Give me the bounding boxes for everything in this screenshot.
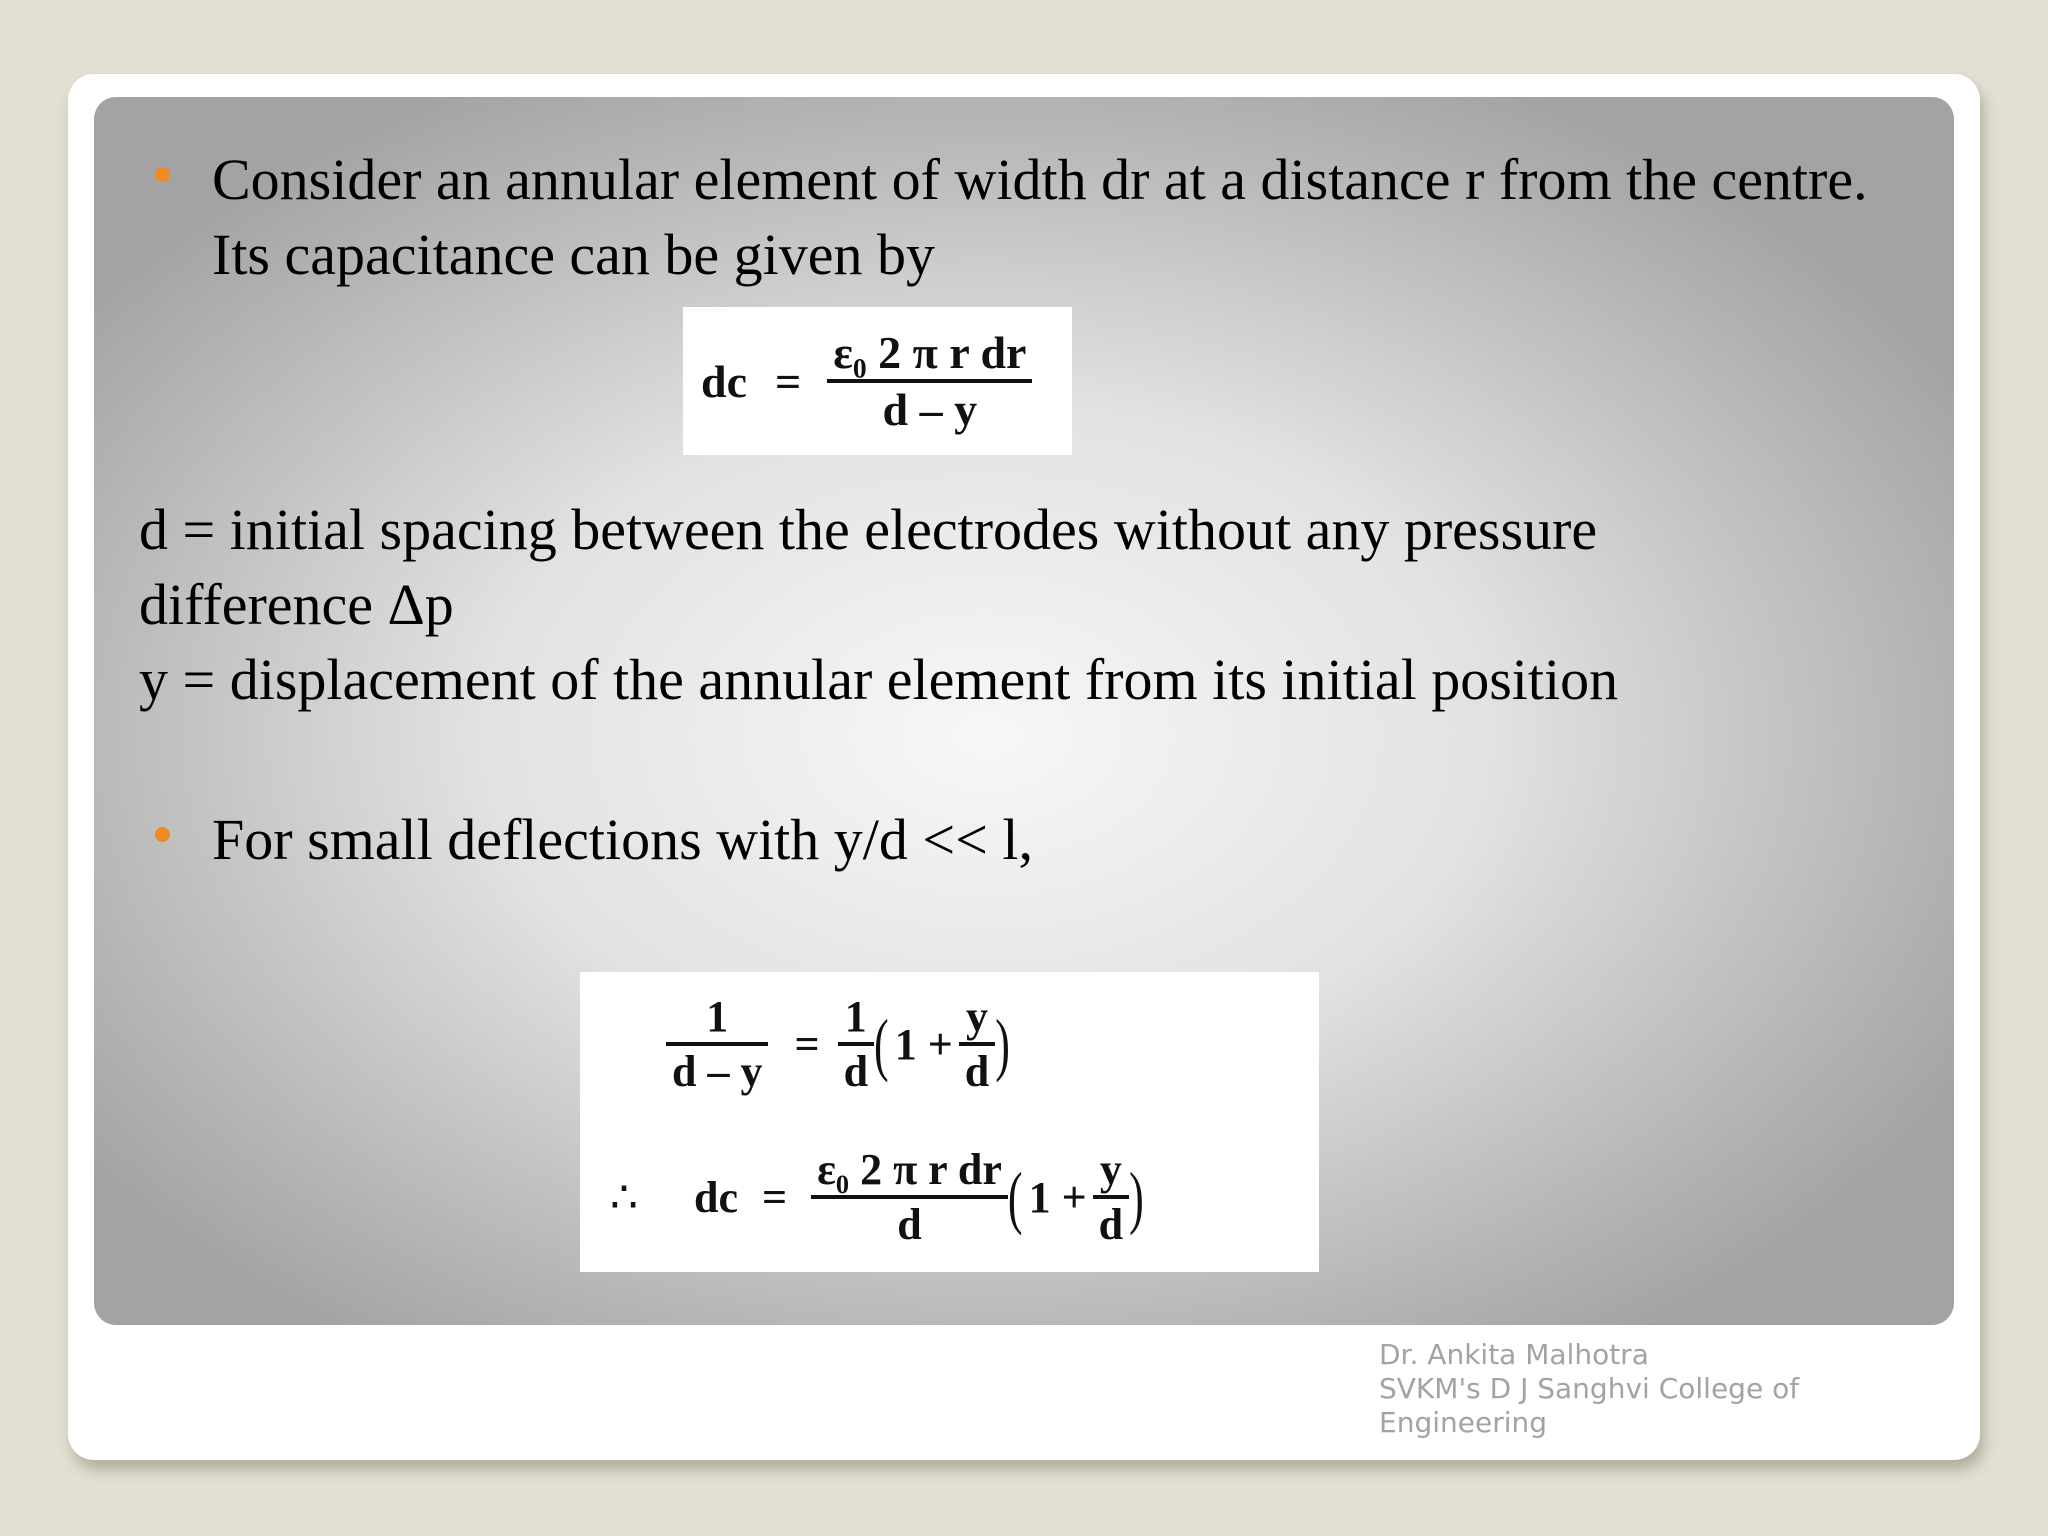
bullet-dot-icon <box>155 167 170 182</box>
eq2-d-1: d <box>964 1047 990 1096</box>
eq2-paren-open-1: ( <box>874 1004 889 1084</box>
eq2-line1 <box>666 984 1010 1104</box>
definition-d: d = initial spacing between the electrodes without any pressure difference Δp <box>139 497 1598 637</box>
eq2-line2 <box>610 1132 1144 1262</box>
footer-credit <box>1379 1338 1899 1440</box>
bullet-item-1 <box>155 142 1915 292</box>
footer-author: Dr. Ankita Malhotra <box>1379 1338 1649 1371</box>
eq2-coef-num: 1 <box>844 992 867 1041</box>
eq2-d-2: d <box>1098 1200 1124 1249</box>
therefore-symbol: ∴ <box>610 1172 638 1222</box>
eq2-lhs-num: 1 <box>706 992 729 1041</box>
equation-image-2 <box>580 972 1319 1272</box>
equation-image-1 <box>683 307 1072 455</box>
bullet-text-1: Consider an annular element of width dr at a distance r from the centre. Its capacitance can be given by <box>212 147 1868 287</box>
eq2-paren-close-1: ) <box>995 1004 1010 1084</box>
eq2-paren-close-2: ) <box>1129 1157 1144 1237</box>
eq2-coef-den: d <box>843 1047 869 1096</box>
definitions <box>139 492 1839 717</box>
eq1-lhs: dc <box>701 355 747 407</box>
eq2-lhs-fraction <box>666 991 768 1097</box>
definition-y: y = displacement of the annular element from its initial position <box>139 647 1619 712</box>
eq2-y-over-d-2 <box>1093 1144 1129 1250</box>
bullet-text-2: For small deflections with y/d << l, <box>212 807 1033 872</box>
eq2-lhs-den: d – y <box>672 1047 763 1096</box>
eq1-denominator: d – y <box>882 384 978 435</box>
eq2-y-over-d-1 <box>959 991 995 1097</box>
eq2-paren-open-2: ( <box>1007 1157 1023 1237</box>
footer-institution: SVKM's D J Sanghvi College of Engineering <box>1379 1372 1800 1439</box>
eq1-equals: = <box>775 355 802 407</box>
eq2-main-fraction <box>811 1144 1008 1250</box>
eq2-equals-2: = <box>762 1172 788 1222</box>
eq1-fraction <box>827 326 1032 436</box>
eq2-y-2: y <box>1099 1145 1122 1194</box>
eq2-numerator: ε₀ 2 π r dr <box>817 1145 1002 1194</box>
eq2-one-plus-1: 1 + <box>894 1019 953 1069</box>
eq2-y-1: y <box>966 992 989 1041</box>
eq1-numerator: ε₀ 2 π r dr <box>833 327 1027 378</box>
eq2-equals-1: = <box>794 1019 820 1069</box>
content-panel <box>94 97 1954 1325</box>
eq2-coef-fraction <box>838 991 874 1097</box>
eq2-lhs-2: dc <box>694 1172 738 1222</box>
bullet-dot-icon <box>155 827 170 842</box>
bullet-item-2 <box>155 802 1915 877</box>
eq2-denominator: d <box>897 1200 922 1249</box>
eq2-one-plus-2: 1 + <box>1028 1172 1087 1222</box>
